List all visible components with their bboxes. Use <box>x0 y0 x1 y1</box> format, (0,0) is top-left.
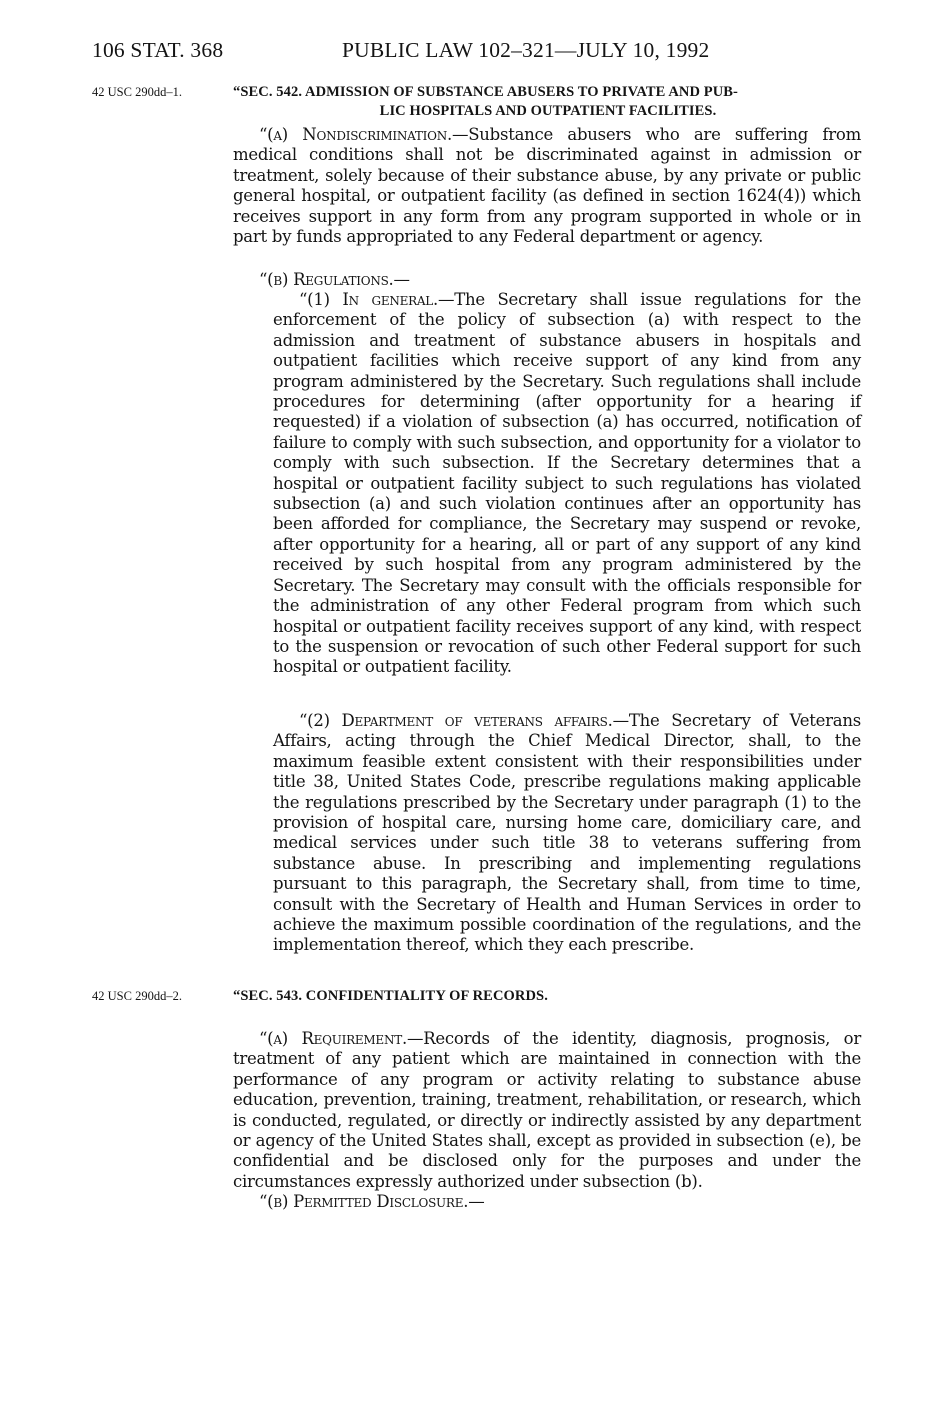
subsection-543a-lead: “(a) Requirement. <box>259 1029 407 1048</box>
section-542-heading-line2: LIC HOSPITALS AND OUTPATIENT FACILITIES. <box>379 103 717 119</box>
subsection-b-permitted-disclosure <box>233 1192 861 1212</box>
subsection-a-nondiscrimination <box>233 125 861 247</box>
subsection-a-lead: “(a) Nondiscrimination. <box>259 125 452 144</box>
section-543-heading: “SEC. 543. CONFIDENTIALITY OF RECORDS. <box>233 988 548 1004</box>
subsection-543a-text: —Records of the identity, diagnosis, prognosis, or treatment of any patient which are maintained in connection with the performance of any program or activity relating to substance abuse education, prevention, training, treatment, rehabilitation, or research, which is conducted, regulated, or directly or indirectly assisted by any department or agency of the United States shall, except as provided in subsection (e), be confidential and be disclosed only for the purposes and under the circumstances expressly authorized under subsection (b). <box>233 1029 862 1191</box>
running-title: PUBLIC LAW 102–321—JULY 10, 1992 <box>342 38 710 62</box>
subsection-a-requirement <box>233 1029 861 1192</box>
paragraph-1-lead: “(1) In general. <box>299 290 439 309</box>
section-542-heading-line1: “SEC. 542. ADMISSION OF SUBSTANCE ABUSERS TO PRIVATE AND PUB- <box>233 84 738 100</box>
subsection-b-lead: “(b) Regulations.— <box>259 270 410 289</box>
paragraph-2-text: —The Secretary of Veterans Affairs, acting through the Chief Medical Director, shall, to the maximum feasible extent consistent with their responsibilities under title 38, United States Code, prescribe regulations making applicable the regulations prescribed by the Secretary under paragraph (1) to the provision of hospital care, nursing home care, domiciliary care, and medical services under such title 38 to veterans suffering from substance abuse. In prescribing and implementing regulations pursuant to this paragraph, the Secretary shall, from time to time, consult with the Secretary of Health and Human Services in order to achieve the maximum possible coordination of the regulations, and the implementation thereof, which they each prescribe. <box>273 711 861 955</box>
paragraph-1-in-general <box>273 290 861 678</box>
paragraph-1-text: —The Secretary shall issue regulations for the enforcement of the policy of subsection (a) with respect to the admission and treatment of substance abusers in hospitals and outpatient facilities which receive support of any kind from any program administered by the Secretary. Such regulations shall include procedures for determining (after opportunity for a hearing if requested) if a violation of subsection (a) has occurred, notification of failure to comply with such subsection, and opportunity for a violator to comply with such subsection. If the Secretary determines that a hospital or outpatient facility subject to such regulations has violated subsection (a) and such violation continues after an opportunity has been afforded for compliance, the Secretary may suspend or revoke, after opportunity for a hearing, all or part of any support of any kind received by such hospital from any program administered by the Secretary. The Secretary may consult with the officials responsible for the administration of any other Federal program from which such hospital or outpatient facility receives support of any kind, with respect to the suspension or revocation of such other Federal support for such hospital or outpatient facility. <box>273 290 861 677</box>
section-542-heading <box>233 83 863 121</box>
margin-citation-543: 42 USC 290dd–2. <box>92 989 182 1003</box>
stat-page-number: 106 STAT. 368 <box>92 38 224 62</box>
margin-citation-542: 42 USC 290dd–1. <box>92 85 182 99</box>
subsection-b-regulations <box>233 270 861 290</box>
paragraph-2-lead: “(2) Department of veterans affairs. <box>299 711 613 730</box>
paragraph-2-veterans-affairs <box>273 711 861 956</box>
subsection-543b-lead: “(b) Permitted Disclosure.— <box>259 1192 485 1211</box>
subsection-a-text: —Substance abusers who are suffering from medical conditions shall not be discriminated against in admission or treatment, solely because of their substance abuse, by any private or public general hospital, or outpatient facility (as defined in section 1624(4)) which receives support in any form from any program supported in whole or in part by funds appropriated to any Federal department or agency. <box>233 125 862 247</box>
